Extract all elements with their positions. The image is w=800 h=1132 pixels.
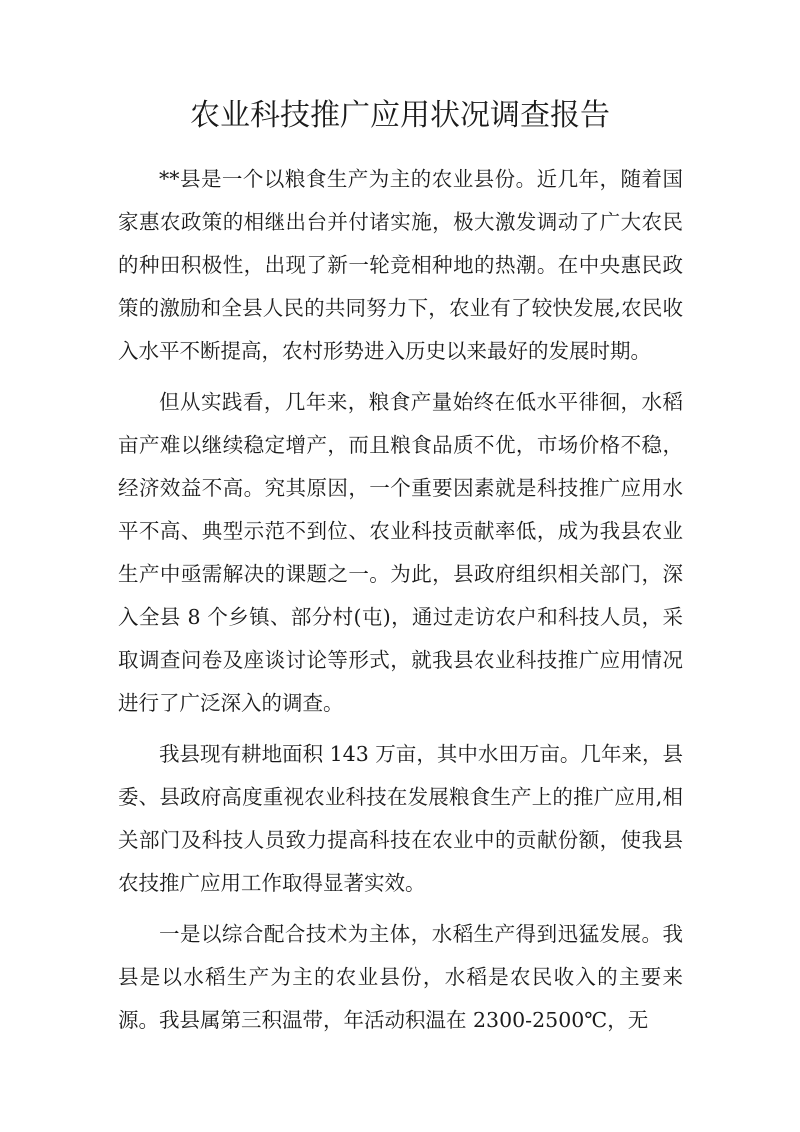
document-title: 农业科技推广应用状况调查报告	[190, 98, 610, 133]
paragraph-1: **县是一个以粮食生产为主的农业县份。近几年，随着国家惠农政策的相继出台并付诸实施，极大激发调动了广大农民的种田积极性，出现了新一轮竞相种地的热潮。在中央惠民政策的激励和全县人民的共同努力下，农业有了较快发展,农民收入水平不断提高，农村形势进入历史以来最好的发展时期。	[118, 167, 683, 363]
document-body	[118, 158, 683, 1050]
paragraph-4: 一是以综合配合技术为主体，水稻生产得到迅猛发展。我县是以水稻生产为主的农业县份，水稻是农民收入的主要来源。我县属第三积温带，年活动积温在 2300-2500℃，无	[118, 922, 683, 1032]
paragraph-2: 但从实践看，几年来，粮食产量始终在低水平徘徊，水稻亩产难以继续稳定增产，而且粮食品质不优，市场价格不稳，经济效益不高。究其原因，一个重要因素就是科技推广应用水平不高、典型示范不到位、农业科技贡献率低，成为我县农业生产中亟需解决的课题之一。为此，县政府组织相关部门，深入全县 8 个乡镇、部分村(屯)，通过走访农户和科技人员，采取调查问卷及座谈讨论等形式，就我县农业科技推广应用情况进行了广泛深入的调查。	[118, 390, 683, 715]
paragraph-3: 我县现有耕地面积 143 万亩，其中水田万亩。几年来，县委、县政府高度重视农业科技在发展粮食生产上的推广应用,相关部门及科技人员致力提高科技在农业中的贡献份额，使我县农技推广应用工作取得显著实效。	[118, 742, 683, 895]
